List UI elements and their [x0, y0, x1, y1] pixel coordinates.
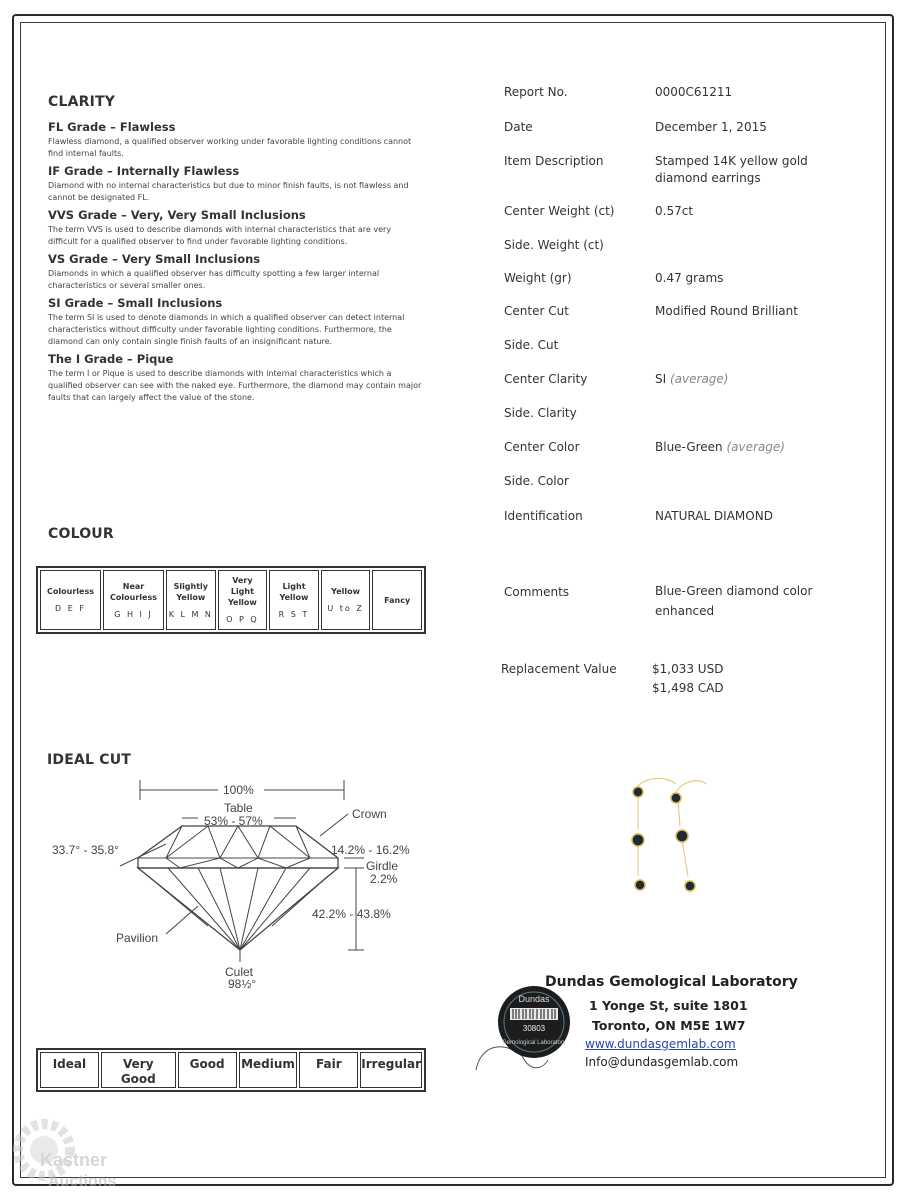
grade-vvs [48, 208, 423, 248]
grade-desc: Diamond with no internal characteristics but due to minor finish faults, is not flawless and cannot be designated FL. [48, 181, 409, 202]
side-color-label: Side. Color [504, 474, 569, 488]
lab-info [545, 974, 805, 1069]
colour-cell [321, 570, 371, 630]
grade-title: FL Grade – Flawless [48, 120, 176, 134]
cut-grade-cell: Irregular [360, 1052, 422, 1088]
center-clarity-note: (average) [669, 372, 729, 386]
identification-label: Identification [504, 509, 583, 523]
lab-address-line2: Toronto, ON M5E 1W7 [592, 1018, 746, 1033]
replacement-value-label: Replacement Value [501, 662, 617, 676]
colour-cell-code: U to Z [327, 604, 364, 613]
grade-vs [48, 252, 423, 292]
colour-cell-label: Yellow [331, 587, 360, 596]
report-no-value: 0000C61211 [655, 85, 733, 99]
diamond-pavilion [138, 868, 338, 950]
colour-cell-label: Colourless [47, 587, 94, 596]
grade-desc: The term SI is used to denote diamonds in which a qualified observer can detect internal characteristics without difficulty under favorable lighting conditions. Furthermore, the diamond can only contain single finish faults of an insignificant nature. [48, 313, 405, 346]
center-clarity-label: Center Clarity [504, 372, 588, 386]
center-cut-value: Modified Round Brilliant [655, 304, 798, 318]
grade-desc: Flawless diamond, a qualified observer working under favorable lighting conditions cannot find internal faults. [48, 137, 412, 158]
grade-title: SI Grade – Small Inclusions [48, 296, 223, 310]
grade-fl [48, 120, 423, 160]
center-color-value [655, 439, 855, 456]
diamond-proportions-diagram [48, 776, 428, 996]
culet-value-label: 98½° [228, 977, 257, 991]
colour-cell-code: R S T [278, 609, 310, 619]
side-weight-label: Side. Weight (ct) [504, 238, 604, 252]
cut-grade-cell: Good [178, 1052, 237, 1088]
grade-si [48, 296, 423, 348]
seal-code-text: 30803 [522, 1024, 546, 1033]
colour-scale-table [36, 566, 426, 634]
gem-stone [676, 830, 688, 842]
item-description-label: Item Description [504, 154, 604, 168]
watermark-text-1: Kastner [40, 1150, 108, 1170]
gem-stone [632, 834, 644, 846]
weight-value: 0.47 grams [655, 271, 724, 285]
colour-cell-label: Very Light Yellow [227, 576, 257, 607]
diamond-crown [138, 826, 338, 868]
colour-cell-label: Near Colourless [110, 581, 157, 602]
culet-label: Culet [225, 965, 254, 979]
gem-stone [671, 793, 681, 803]
replacement-value-cad: $1,498 CAD [652, 681, 724, 695]
girdle-label: Girdle [366, 859, 399, 873]
cut-grade-cell: Fair [299, 1052, 358, 1088]
grade-desc: Diamonds in which a qualified observer has difficulty spotting a few larger internal characteristics or several smaller ones. [48, 269, 380, 290]
center-cut-label: Center Cut [504, 304, 569, 318]
date-label: Date [504, 120, 533, 134]
table-range-label: 53% - 57% [204, 814, 263, 828]
colour-cell-code: O P Q [226, 615, 259, 624]
crown-height-label: 14.2% - 16.2% [331, 843, 410, 857]
grade-title: VS Grade – Very Small Inclusions [48, 252, 261, 266]
date-value: December 1, 2015 [655, 120, 767, 134]
colour-cell-code: G H I J [114, 609, 153, 619]
clarity-section [48, 94, 423, 404]
side-cut-label: Side. Cut [504, 338, 559, 352]
clarity-title: CLARITY [48, 94, 116, 110]
center-weight-label: Center Weight (ct) [504, 204, 615, 218]
pavilion-label: Pavilion [116, 931, 159, 945]
cut-grade-cell: Medium [239, 1052, 298, 1088]
center-clarity-grade: SI [655, 372, 667, 386]
center-color-note: (average) [726, 440, 785, 454]
comments-value: Blue-Green diamond color enhanced [655, 584, 813, 618]
colour-cell-label: Fancy [384, 595, 411, 605]
grade-if [48, 164, 423, 204]
table-label: Table [224, 801, 253, 815]
center-weight-value: 0.57ct [655, 204, 694, 218]
width-label: 100% [223, 783, 254, 797]
lab-name: Dundas Gemological Laboratory [545, 974, 798, 990]
colour-cell [103, 570, 164, 630]
girdle-value-label: 2.2% [370, 872, 398, 886]
side-clarity-label: Side. Clarity [504, 406, 577, 420]
seal-top-text: Dundas [518, 994, 550, 1004]
item-description-value: Stamped 14K yellow gold diamond earrings [655, 154, 808, 185]
cut-grade-cell: Ideal [40, 1052, 99, 1088]
grade-desc: The term VVS is used to describe diamonds with internal characteristics that are very difficult for a qualified observer to find under favorable lighting conditions. [48, 225, 392, 246]
gem-stone [685, 881, 695, 891]
seal-bottom-text: Gemological Laboratory [502, 1040, 566, 1046]
grade-i [48, 352, 423, 404]
comments-label: Comments [504, 585, 570, 599]
colour-cell [372, 570, 422, 630]
grade-desc: The term I or Pique is used to describe diamonds with internal characteristics which a qualified observer can see with the naked eye. Furthermore, the diamond may contain major faults that can largely affect the value of the stone. [48, 369, 422, 402]
center-clarity-value [655, 371, 855, 388]
report-no-label: Report No. [504, 85, 568, 99]
crown-label: Crown [352, 807, 387, 821]
lab-email[interactable]: Info@dundasgemlab.com [585, 1055, 739, 1069]
colour-cell [40, 570, 101, 630]
ideal-cut-title: IDEAL CUT [47, 752, 132, 768]
gem-stone [635, 880, 645, 890]
center-color-grade: Blue-Green [655, 440, 723, 454]
center-color-label: Center Color [504, 440, 580, 454]
watermark-text-2: Auctions [48, 1173, 117, 1190]
lab-website-link[interactable]: www.dundasgemlab.com [585, 1037, 736, 1051]
lab-address-line1: 1 Yonge St, suite 1801 [589, 998, 748, 1013]
colour-cell-label: Light Yellow [279, 581, 309, 602]
colour-cell [218, 570, 268, 630]
cut-grade-cell: Very Good [101, 1052, 176, 1088]
pavilion-depth-label: 42.2% - 43.8% [312, 907, 391, 921]
identification-value: NATURAL DIAMOND [655, 509, 773, 523]
grade-title: The I Grade – Pique [48, 352, 174, 366]
colour-title: COLOUR [48, 526, 114, 542]
colour-cell-code: D E F [55, 604, 86, 613]
gem-stone [633, 787, 643, 797]
grade-title: IF Grade – Internally Flawless [48, 164, 240, 178]
cut-grade-table [36, 1048, 426, 1092]
colour-cell [269, 570, 319, 630]
colour-cell-label: Slightly Yellow [173, 581, 209, 602]
replacement-value-usd: $1,033 USD [652, 662, 724, 676]
colour-cell [166, 570, 216, 630]
earrings-photo [618, 770, 718, 900]
grade-title: VVS Grade – Very, Very Small Inclusions [48, 208, 306, 222]
weight-label: Weight (gr) [504, 271, 572, 285]
crown-angle-label: 33.7° - 35.8° [52, 843, 119, 857]
colour-cell-code: K L M N [168, 609, 213, 619]
auction-watermark-logo [10, 1118, 140, 1194]
